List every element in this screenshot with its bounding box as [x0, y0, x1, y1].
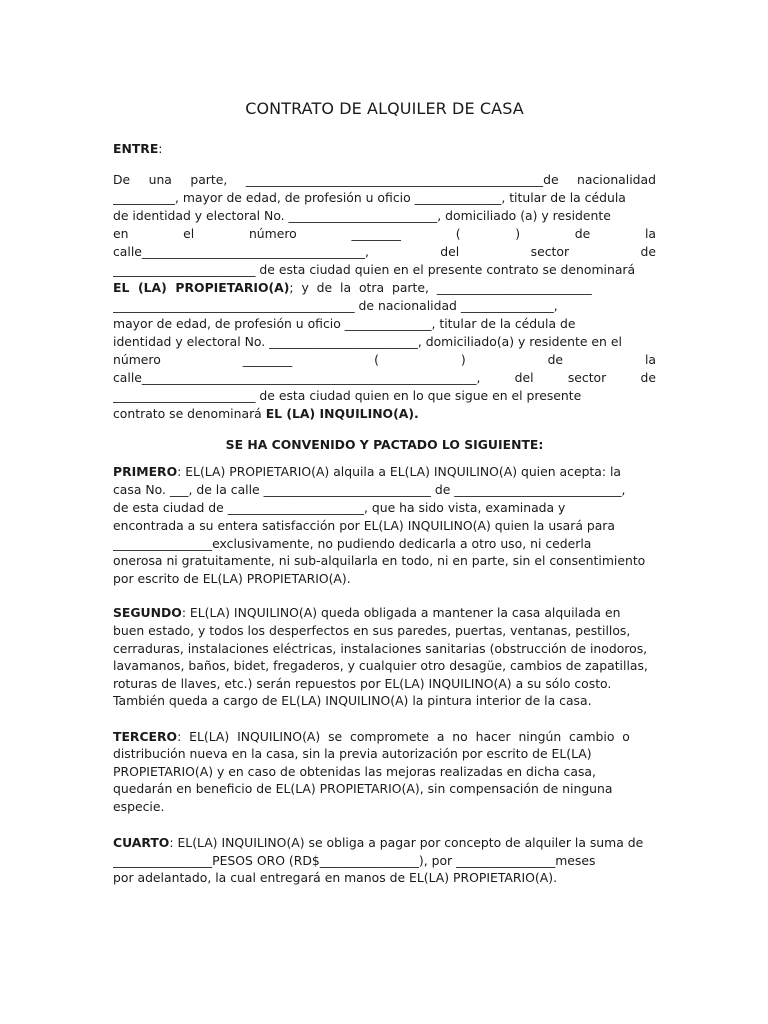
tercero-line-2: distribución nueva en la casa, sin la previa autorización por escrito de EL(LA) [113, 746, 592, 761]
intro-line-5: calle____________________________________, del sector de [113, 244, 656, 259]
intro-line-1: De una parte, ________________________________________________de nacionalidad [113, 172, 656, 187]
cuarto-line-3: por adelantado, la cual entregará en manos de EL(LA) PROPIETARIO(A). [113, 870, 558, 885]
intro-line-12: calle______________________________________________________, del sector de [113, 370, 656, 385]
intro-line-11: número ________ ( ) de la [113, 352, 656, 367]
between-line [113, 140, 656, 158]
between-label: ENTRE [113, 141, 159, 156]
segundo-line-3: cerraduras, instalaciones eléctricas, instalaciones sanitarias (obstrucción de inodoros, [113, 641, 648, 656]
intro-line-6: _______________________ de esta ciudad quien en el presente contrato se denominará [113, 262, 636, 277]
segundo-line-6: También queda a cargo de EL(LA) INQUILINO(A) la pintura interior de la casa. [113, 693, 592, 708]
tercero-label: TERCERO [113, 729, 178, 744]
page-title: CONTRATO DE ALQUILER DE CASA [245, 99, 524, 118]
segundo-line-4: lavamanos, baños, bidet, fregaderos, y cualquier otro desagüe, cambios de zapatillas, [113, 658, 648, 673]
intro-line-14: contrato se denominará EL (LA) INQUILINO(A). [113, 406, 419, 421]
intro-line-3: de identidad y electoral No. ________________________, domiciliado (a) y residente [113, 208, 611, 223]
tercero-line-4: quedarán en beneficio de EL(LA) PROPIETARIO(A), sin compensación de ninguna [113, 781, 613, 796]
landlord-term: EL (LA) PROPIETARIO(A) [113, 280, 290, 295]
primero-line-2: casa No. ___, de la calle ___________________________ de ___________________________, [113, 482, 626, 497]
intro-line-4: en el número ________ ( ) de la [113, 226, 656, 241]
intro-line-9: mayor de edad, de profesión u oficio ______________, titular de la cédula de [113, 316, 576, 331]
intro-line-7: EL (LA) PROPIETARIO(A); y de la otra parte, _________________________ [113, 280, 592, 295]
segundo-line-2: buen estado, y todos los desperfectos en sus paredes, puertas, ventanas, pestillos, [113, 623, 631, 638]
tercero-line-3: PROPIETARIO(A) y en caso de obtenidas las mejoras realizadas en dicha casa, [113, 764, 596, 779]
cuarto-line-1: CUARTO: EL(LA) INQUILINO(A) se obliga a pagar por concepto de alquiler la suma de [113, 835, 644, 850]
tenant-term: EL (LA) INQUILINO(A). [265, 406, 419, 421]
tercero-line-1: TERCERO: EL(LA) INQUILINO(A) se compromete a no hacer ningún cambio o [113, 729, 630, 744]
primero-line-3: de esta ciudad de ______________________, que ha sido vista, examinada y [113, 500, 566, 515]
intro-line-13: _______________________ de esta ciudad quien en lo que sigue en el presente [113, 388, 582, 403]
segundo-line-5: roturas de llaves, etc.) serán repuestos por EL(LA) INQUILINO(A) a su sólo costo. [113, 676, 612, 691]
intro-line-2: __________, mayor de edad, de profesión u oficio ______________, titular de la cédula [113, 190, 626, 205]
primero-line-4: encontrada a su entera satisfacción por EL(LA) INQUILINO(A) quien la usará para [113, 518, 615, 533]
tercero-line-5: especie. [113, 799, 165, 814]
cuarto-line-2: ________________PESOS ORO (RD$________________), por ________________meses [113, 853, 596, 868]
segundo-line-1: SEGUNDO: EL(LA) INQUILINO(A) queda obligada a mantener la casa alquilada en [113, 605, 621, 620]
agreement-heading: SE HA CONVENIDO Y PACTADO LO SIGUIENTE: [225, 437, 544, 452]
intro-line-10: identidad y electoral No. ________________________, domiciliado(a) y residente en el [113, 334, 622, 349]
primero-line-5: ________________exclusivamente, no pudiendo dedicarla a otro uso, ni cederla [113, 536, 592, 551]
cuarto-label: CUARTO [113, 835, 170, 850]
segundo-label: SEGUNDO [113, 605, 182, 620]
between-colon: : [158, 141, 163, 156]
primero-line-1: PRIMERO: EL(LA) PROPIETARIO(A) alquila a EL(LA) INQUILINO(A) quien acepta: la [113, 464, 622, 479]
primero-label: PRIMERO [113, 464, 178, 479]
intro-line-8: _______________________________________ de nacionalidad _______________, [113, 298, 558, 313]
primero-line-7: por escrito de EL(LA) PROPIETARIO(A). [113, 571, 351, 586]
primero-line-6: onerosa ni gratuitamente, ni sub-alquilarla en todo, ni en parte, sin el consentimiento [113, 553, 646, 568]
